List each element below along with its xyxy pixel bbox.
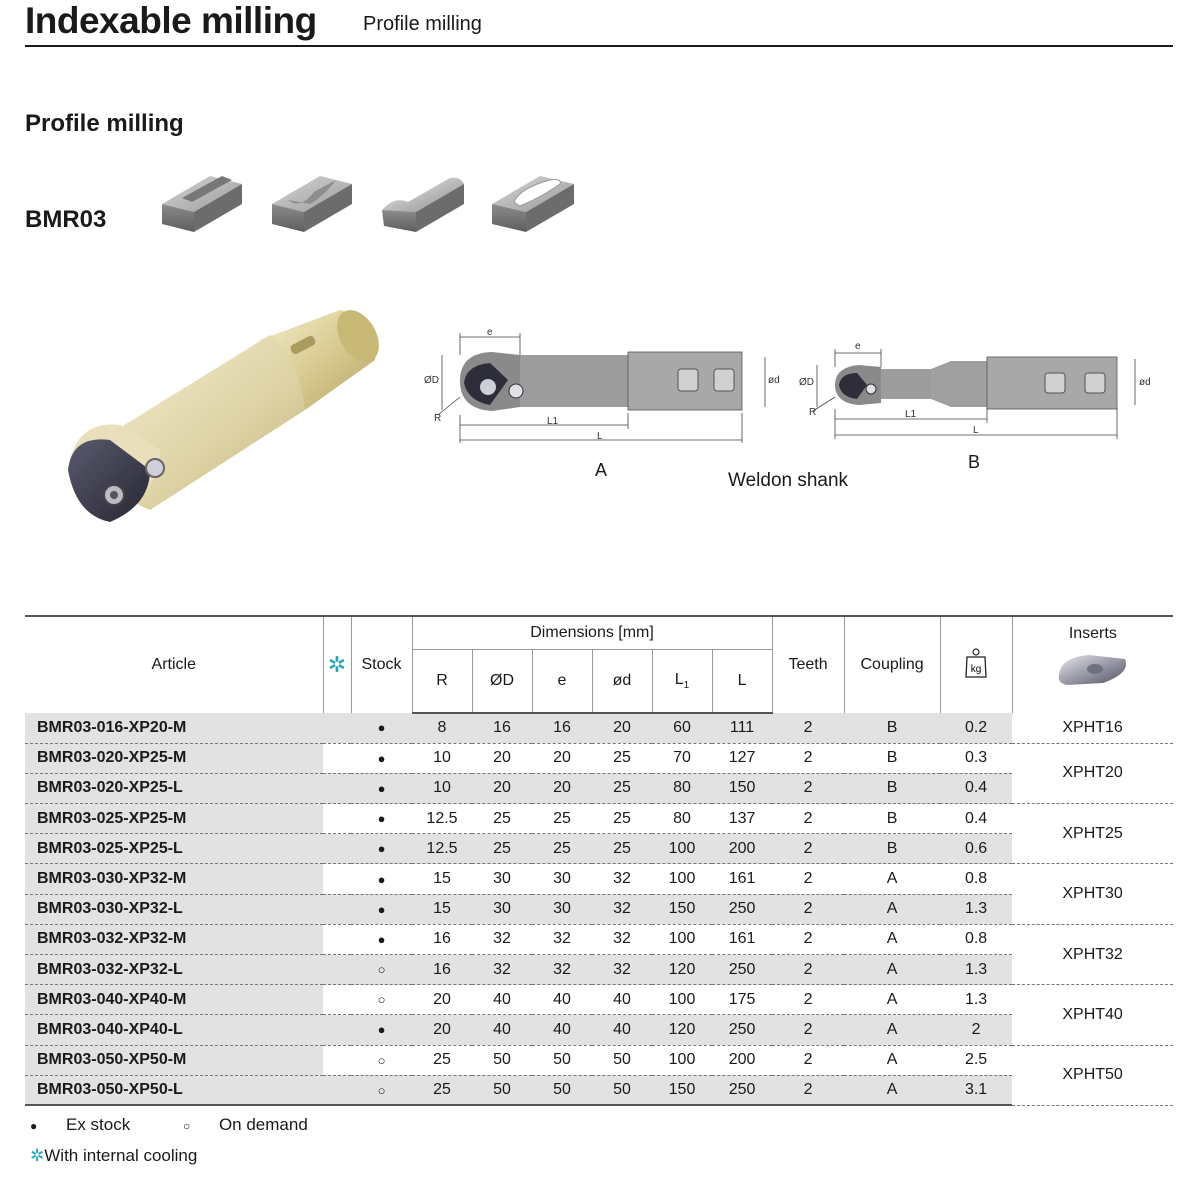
article-cell: BMR03-050-XP50-M <box>25 1045 323 1075</box>
coupling-cell: A <box>844 955 940 985</box>
dim-R-cell: 20 <box>412 1015 472 1045</box>
dim-L-cell: 250 <box>712 1075 772 1105</box>
stock-cell: ○ <box>351 985 412 1015</box>
dim-e-cell: 30 <box>532 864 592 894</box>
dim-L-cell: 200 <box>712 1045 772 1075</box>
dim-d-cell: 40 <box>592 1015 652 1045</box>
cooling-cell <box>323 955 351 985</box>
header-weight <box>940 616 1012 713</box>
cooling-cell <box>323 1075 351 1105</box>
cooling-cell <box>323 1045 351 1075</box>
article-cell: BMR03-025-XP25-L <box>25 834 323 864</box>
weight-cell: 0.2 <box>940 713 1012 743</box>
header-teeth: Teeth <box>772 616 844 713</box>
svg-text:L: L <box>973 425 979 436</box>
coupling-cell: A <box>844 924 940 954</box>
header-article: Article <box>25 616 323 713</box>
dim-L-cell: 250 <box>712 894 772 924</box>
dim-d-cell: 32 <box>592 894 652 924</box>
table-row <box>25 1045 1173 1075</box>
coupling-cell: B <box>844 743 940 773</box>
dim-L1-cell: 100 <box>652 985 712 1015</box>
drawing-a-label: A <box>595 460 608 480</box>
dim-L-cell: 161 <box>712 864 772 894</box>
dim-L1-cell: 80 <box>652 773 712 803</box>
dim-R-cell: 15 <box>412 864 472 894</box>
dim-D-cell: 32 <box>472 955 532 985</box>
convex-radius-icon <box>382 178 464 232</box>
dim-d-cell: 25 <box>592 834 652 864</box>
header-stock: Stock <box>351 616 412 713</box>
internal-cooling-icon: ✲ <box>30 1146 45 1165</box>
table-row <box>25 834 1173 864</box>
product-code: BMR03 <box>25 206 107 233</box>
stock-cell: ● <box>351 834 412 864</box>
teeth-cell: 2 <box>772 804 844 834</box>
cooling-cell <box>323 804 351 834</box>
header-coupling: Coupling <box>844 616 940 713</box>
dim-R-cell: 10 <box>412 743 472 773</box>
article-cell: BMR03-032-XP32-M <box>25 924 323 954</box>
cooling-cell <box>323 985 351 1015</box>
weight-cell: 1.3 <box>940 955 1012 985</box>
dim-e-cell: 50 <box>532 1075 592 1105</box>
dim-e-cell: 25 <box>532 804 592 834</box>
table-row <box>25 804 1173 834</box>
page-subtitle: Profile milling <box>363 13 482 35</box>
weight-cell: 0.6 <box>940 834 1012 864</box>
internal-cooling-icon: ✲ <box>327 652 347 677</box>
coupling-cell: A <box>844 1045 940 1075</box>
dim-L1-cell: 100 <box>652 1045 712 1075</box>
stock-cell: ● <box>351 894 412 924</box>
table-row <box>25 743 1173 773</box>
dim-D-cell: 25 <box>472 804 532 834</box>
coupling-cell: B <box>844 773 940 803</box>
cooling-cell <box>323 834 351 864</box>
cooling-cell <box>323 894 351 924</box>
weight-cell: 0.4 <box>940 773 1012 803</box>
teeth-cell: 2 <box>772 713 844 743</box>
dim-D-cell: 40 <box>472 985 532 1015</box>
header-R: R <box>412 649 472 713</box>
stock-cell: ○ <box>351 1075 412 1105</box>
insert-cell: XPHT25 <box>1012 804 1173 864</box>
dim-e-cell: 20 <box>532 773 592 803</box>
dim-R-cell: 15 <box>412 894 472 924</box>
dim-D-cell: 50 <box>472 1075 532 1105</box>
dim-R-cell: 25 <box>412 1075 472 1105</box>
stock-cell: ● <box>351 713 412 743</box>
dim-L1-cell: 100 <box>652 924 712 954</box>
stock-cell: ● <box>351 773 412 803</box>
concave-radius-icon <box>272 176 352 232</box>
stock-cell: ● <box>351 804 412 834</box>
dim-e-cell: 25 <box>532 834 592 864</box>
table-row <box>25 924 1173 954</box>
dim-L-cell: 175 <box>712 985 772 1015</box>
dim-d-cell: 20 <box>592 713 652 743</box>
dim-L-cell: 250 <box>712 1015 772 1045</box>
weight-cell: 1.3 <box>940 985 1012 1015</box>
table-row <box>25 773 1173 803</box>
svg-text:ØD: ØD <box>799 377 814 388</box>
coupling-cell: B <box>844 804 940 834</box>
flat-groove-icon <box>162 176 242 232</box>
dim-e-cell: 16 <box>532 713 592 743</box>
filled-dot-icon: ● <box>30 1119 38 1133</box>
table-row <box>25 864 1173 894</box>
dim-L1-cell: 60 <box>652 713 712 743</box>
dim-d-cell: 32 <box>592 955 652 985</box>
article-cell: BMR03-032-XP32-L <box>25 955 323 985</box>
coupling-cell: A <box>844 864 940 894</box>
weight-icon <box>964 647 988 679</box>
dim-d-cell: 50 <box>592 1045 652 1075</box>
internal-cooling-header <box>323 616 351 713</box>
dim-d-cell: 32 <box>592 924 652 954</box>
svg-text:ød: ød <box>768 375 780 386</box>
insert-cell: XPHT50 <box>1012 1045 1173 1105</box>
page-header <box>25 0 1173 47</box>
teeth-cell: 2 <box>772 985 844 1015</box>
weight-cell: 2 <box>940 1015 1012 1045</box>
cooling-cell <box>323 1015 351 1045</box>
stock-cell: ● <box>351 743 412 773</box>
teeth-cell: 2 <box>772 1075 844 1105</box>
weight-cell: 0.8 <box>940 924 1012 954</box>
svg-text:L: L <box>597 431 603 442</box>
header-e: e <box>532 649 592 713</box>
dim-L-cell: 111 <box>712 713 772 743</box>
weldon-shank-caption: Weldon shank <box>728 470 849 491</box>
dim-D-cell: 30 <box>472 894 532 924</box>
cooling-cell <box>323 773 351 803</box>
application-shape-icons <box>160 166 580 236</box>
article-cell: BMR03-030-XP32-L <box>25 894 323 924</box>
dim-L1-cell: 80 <box>652 804 712 834</box>
teeth-cell: 2 <box>772 834 844 864</box>
svg-text:e: e <box>855 341 861 352</box>
section-title: Profile milling <box>25 110 184 137</box>
dim-e-cell: 30 <box>532 894 592 924</box>
header-D: ØD <box>472 649 532 713</box>
svg-text:L1: L1 <box>547 416 559 427</box>
dim-L-cell: 250 <box>712 955 772 985</box>
dim-R-cell: 25 <box>412 1045 472 1075</box>
teeth-cell: 2 <box>772 1015 844 1045</box>
stock-cell: ● <box>351 1015 412 1045</box>
legend <box>30 1115 356 1166</box>
teeth-cell: 2 <box>772 743 844 773</box>
dim-R-cell: 16 <box>412 924 472 954</box>
dim-L1-cell: 100 <box>652 834 712 864</box>
weight-cell: 0.8 <box>940 864 1012 894</box>
dim-e-cell: 32 <box>532 955 592 985</box>
dim-L1-cell: 70 <box>652 743 712 773</box>
svg-text:L1: L1 <box>905 409 917 420</box>
dim-R-cell: 20 <box>412 985 472 1015</box>
insert-icon <box>1053 649 1133 689</box>
dim-L-cell: 150 <box>712 773 772 803</box>
legend-internal-cooling: ✲With internal cooling <box>30 1146 198 1165</box>
header-d: ød <box>592 649 652 713</box>
dim-d-cell: 32 <box>592 864 652 894</box>
dim-R-cell: 12.5 <box>412 804 472 834</box>
weight-cell: 1.3 <box>940 894 1012 924</box>
svg-text:ØD: ØD <box>424 375 439 386</box>
dim-L-cell: 161 <box>712 924 772 954</box>
dim-d-cell: 50 <box>592 1075 652 1105</box>
dim-D-cell: 20 <box>472 743 532 773</box>
teeth-cell: 2 <box>772 864 844 894</box>
cooling-cell <box>323 924 351 954</box>
legend-on-demand: ○ On demand <box>182 1115 308 1134</box>
coupling-cell: A <box>844 1075 940 1105</box>
teeth-cell: 2 <box>772 1045 844 1075</box>
dim-e-cell: 40 <box>532 985 592 1015</box>
svg-text:ød: ød <box>1139 377 1151 388</box>
teeth-cell: 2 <box>772 894 844 924</box>
page-title: Indexable milling <box>25 0 317 41</box>
dim-R-cell: 8 <box>412 713 472 743</box>
article-cell: BMR03-025-XP25-M <box>25 804 323 834</box>
table-row <box>25 894 1173 924</box>
dim-D-cell: 50 <box>472 1045 532 1075</box>
dim-d-cell: 25 <box>592 773 652 803</box>
stock-cell: ○ <box>351 1045 412 1075</box>
stock-cell: ○ <box>351 955 412 985</box>
header-inserts-label: Inserts <box>1068 625 1117 642</box>
specification-table <box>25 615 1173 1106</box>
dim-D-cell: 20 <box>472 773 532 803</box>
svg-text:R: R <box>809 407 817 418</box>
svg-text:R: R <box>434 413 442 424</box>
stock-cell: ● <box>351 864 412 894</box>
coupling-cell: B <box>844 834 940 864</box>
table-row <box>25 1015 1173 1045</box>
stock-cell: ● <box>351 924 412 954</box>
dim-e-cell: 32 <box>532 924 592 954</box>
dim-L1-cell: 100 <box>652 864 712 894</box>
weight-cell: 0.3 <box>940 743 1012 773</box>
table-row <box>25 985 1173 1015</box>
dim-d-cell: 40 <box>592 985 652 1015</box>
dim-D-cell: 16 <box>472 713 532 743</box>
table-row <box>25 713 1173 743</box>
drawing-b-label: B <box>968 452 981 472</box>
cooling-cell <box>323 713 351 743</box>
insert-cell: XPHT16 <box>1012 713 1173 743</box>
coupling-cell: A <box>844 1015 940 1045</box>
dim-L1-cell: 150 <box>652 1075 712 1105</box>
insert-cell: XPHT32 <box>1012 924 1173 984</box>
dim-L1-cell: 120 <box>652 955 712 985</box>
insert-cell: XPHT20 <box>1012 743 1173 803</box>
dim-D-cell: 30 <box>472 864 532 894</box>
dim-L-cell: 127 <box>712 743 772 773</box>
dim-D-cell: 32 <box>472 924 532 954</box>
dim-L-cell: 200 <box>712 834 772 864</box>
article-cell: BMR03-040-XP40-M <box>25 985 323 1015</box>
tool-photo <box>40 300 390 540</box>
dim-e-cell: 40 <box>532 1015 592 1045</box>
pocket-icon <box>492 176 574 232</box>
weight-cell: 3.1 <box>940 1075 1012 1105</box>
dim-D-cell: 25 <box>472 834 532 864</box>
dim-e-cell: 50 <box>532 1045 592 1075</box>
coupling-cell: A <box>844 985 940 1015</box>
weight-cell: 0.4 <box>940 804 1012 834</box>
article-cell: BMR03-050-XP50-L <box>25 1075 323 1105</box>
header-inserts <box>1012 616 1173 713</box>
svg-text:kg: kg <box>970 663 982 675</box>
svg-text:e: e <box>487 327 493 338</box>
header-L: L <box>712 649 772 713</box>
legend-ex-stock: ● Ex stock <box>30 1115 131 1134</box>
article-cell: BMR03-030-XP32-M <box>25 864 323 894</box>
article-cell: BMR03-040-XP40-L <box>25 1015 323 1045</box>
table-row <box>25 955 1173 985</box>
table-row <box>25 1075 1173 1105</box>
dim-L-cell: 137 <box>712 804 772 834</box>
dim-d-cell: 25 <box>592 804 652 834</box>
teeth-cell: 2 <box>772 955 844 985</box>
specification-table-body <box>25 713 1173 1105</box>
hollow-dot-icon: ○ <box>182 1119 191 1133</box>
dim-R-cell: 16 <box>412 955 472 985</box>
dim-L1-cell: 150 <box>652 894 712 924</box>
dim-e-cell: 20 <box>532 743 592 773</box>
article-cell: BMR03-016-XP20-M <box>25 713 323 743</box>
teeth-cell: 2 <box>772 924 844 954</box>
dim-R-cell: 12.5 <box>412 834 472 864</box>
coupling-cell: A <box>844 894 940 924</box>
insert-cell: XPHT40 <box>1012 985 1173 1045</box>
insert-cell: XPHT30 <box>1012 864 1173 924</box>
article-cell: BMR03-020-XP25-M <box>25 743 323 773</box>
dim-d-cell: 25 <box>592 743 652 773</box>
dim-L1-cell: 120 <box>652 1015 712 1045</box>
cooling-cell <box>323 743 351 773</box>
coupling-cell: B <box>844 713 940 743</box>
weight-cell: 2.5 <box>940 1045 1012 1075</box>
cooling-cell <box>323 864 351 894</box>
header-dimensions: Dimensions [mm] <box>412 616 772 649</box>
dim-D-cell: 40 <box>472 1015 532 1045</box>
teeth-cell: 2 <box>772 773 844 803</box>
header-L1: $L_1$ <box>652 649 712 713</box>
article-cell: BMR03-020-XP25-L <box>25 773 323 803</box>
dim-R-cell: 10 <box>412 773 472 803</box>
